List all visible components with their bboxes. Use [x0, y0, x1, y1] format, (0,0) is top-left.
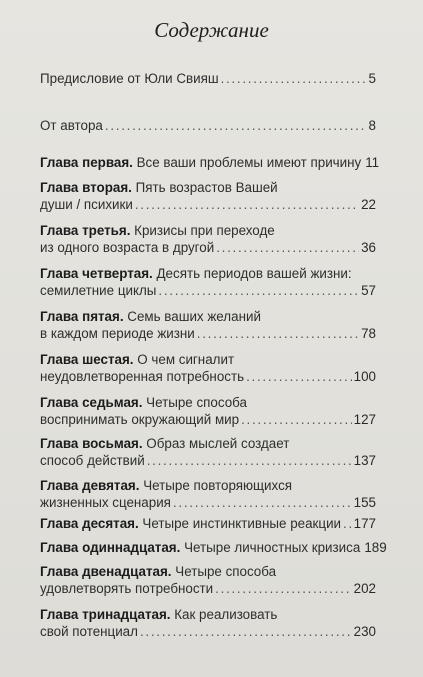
chapter-label: Глава тринадцатая.: [40, 607, 171, 622]
toc-entry-chapter-7[interactable]: [40, 395, 376, 429]
chapter-title: Кризисы при переходе: [134, 223, 275, 238]
toc-page-number: 36: [361, 240, 376, 255]
dot-leader: [173, 495, 352, 511]
toc-entry-chapter-3[interactable]: [40, 223, 376, 257]
toc-page-number: 100: [353, 369, 376, 384]
dot-leader: [216, 240, 359, 256]
toc-page-number: 177: [353, 516, 376, 531]
toc-entry-preface-yuli[interactable]: [40, 71, 376, 88]
toc-page-number: 57: [361, 283, 376, 298]
chapter-title: Пять возрастов Вашей: [135, 180, 278, 195]
toc-page-number: 22: [361, 197, 376, 212]
dot-leader: [140, 624, 352, 640]
chapter-title-cont: из одного возраста в другой: [40, 240, 215, 255]
dot-leader: [215, 581, 352, 597]
chapter-label: Глава одиннадцатая.: [40, 540, 181, 555]
chapter-title: Семь ваших желаний: [127, 309, 261, 324]
chapter-title-cont: воспринимать окружающий мир: [40, 412, 240, 427]
toc-entry-chapter-13[interactable]: [40, 607, 376, 641]
toc-page-number: 11: [365, 155, 380, 170]
chapter-label: Глава третья.: [40, 223, 131, 238]
toc-entry-chapter-8[interactable]: [40, 436, 376, 470]
toc-entry-text: Предисловие от Юли Свияш: [40, 71, 219, 86]
chapter-title: Четыре личностных кризиса: [184, 540, 361, 555]
chapter-title: Четыре способа: [146, 395, 247, 410]
chapter-title-cont: способ действий: [40, 453, 145, 468]
chapter-title: Десять периодов вашей жизни:: [156, 266, 352, 281]
dot-leader: [197, 326, 359, 342]
chapter-label: Глава шестая.: [40, 352, 134, 367]
chapter-label: Глава десятая.: [40, 516, 139, 531]
toc-entry-chapter-6[interactable]: [40, 352, 376, 386]
dot-leader: [246, 369, 352, 385]
toc-page-number: 202: [353, 581, 376, 596]
page-title: Содержание: [154, 18, 269, 42]
chapter-title-cont: жизненных сценария: [40, 495, 171, 510]
toc-entry-text: От автора: [40, 118, 103, 133]
toc-entry-chapter-10[interactable]: [40, 516, 376, 533]
toc-entry-chapter-2[interactable]: [40, 180, 376, 214]
chapter-title: Четыре способа: [175, 564, 277, 579]
toc-entry-from-author[interactable]: [40, 118, 376, 135]
chapter-title: Как реализовать: [174, 607, 278, 622]
toc-page-number: 230: [353, 624, 376, 639]
chapter-title-cont: в каждом периоде жизни: [40, 326, 195, 341]
chapter-label: Глава седьмая.: [40, 395, 143, 410]
chapter-label: Глава вторая.: [40, 180, 132, 195]
dot-leader: [147, 453, 352, 469]
chapter-title-cont: семилетние циклы: [40, 283, 157, 298]
chapter-title: Четыре инстинктивные реакции: [142, 516, 342, 531]
dot-leader: [221, 71, 367, 87]
chapter-label: Глава двенадцатая.: [40, 564, 172, 579]
toc-page-number: 155: [353, 495, 376, 510]
chapter-label: Глава девятая.: [40, 478, 140, 493]
toc-page-number: 137: [353, 453, 376, 468]
chapter-label: Глава четвертая.: [40, 266, 153, 281]
dot-leader: [241, 412, 352, 428]
chapter-title: Четыре повторяющихся: [143, 478, 293, 493]
toc-entry-chapter-9[interactable]: [40, 478, 376, 512]
chapter-title-cont: удовлетворять потребности: [40, 581, 214, 596]
chapter-title-cont: неудовлетворенная потребность: [40, 369, 245, 384]
chapter-label: Глава восьмая.: [40, 436, 143, 451]
chapter-title: О чем сигналит: [137, 352, 235, 367]
chapter-title: Все ваши проблемы имеют причину: [136, 155, 362, 170]
toc-entry-chapter-5[interactable]: [40, 309, 376, 343]
toc-page-number: 78: [361, 326, 376, 341]
chapter-label: Глава пятая.: [40, 309, 124, 324]
toc-page-number: 189: [364, 540, 387, 555]
chapter-title-cont: души / психики: [40, 197, 133, 212]
dot-leader: [105, 118, 367, 134]
toc-page-number: 8: [368, 118, 376, 133]
chapter-title: Образ мыслей создает: [146, 436, 290, 451]
toc-entry-chapter-11[interactable]: [40, 540, 387, 557]
toc-entry-chapter-1[interactable]: [40, 155, 380, 172]
toc-entry-chapter-4[interactable]: [40, 266, 376, 300]
chapter-title-cont: свой потенциал: [40, 624, 138, 639]
dot-leader: [343, 516, 352, 532]
dot-leader: [158, 283, 359, 299]
toc-page-number: 127: [353, 412, 376, 427]
dot-leader: [135, 197, 359, 213]
chapter-label: Глава первая.: [40, 155, 133, 170]
toc-page-number: 5: [368, 71, 376, 86]
toc-entry-chapter-12[interactable]: [40, 564, 376, 598]
